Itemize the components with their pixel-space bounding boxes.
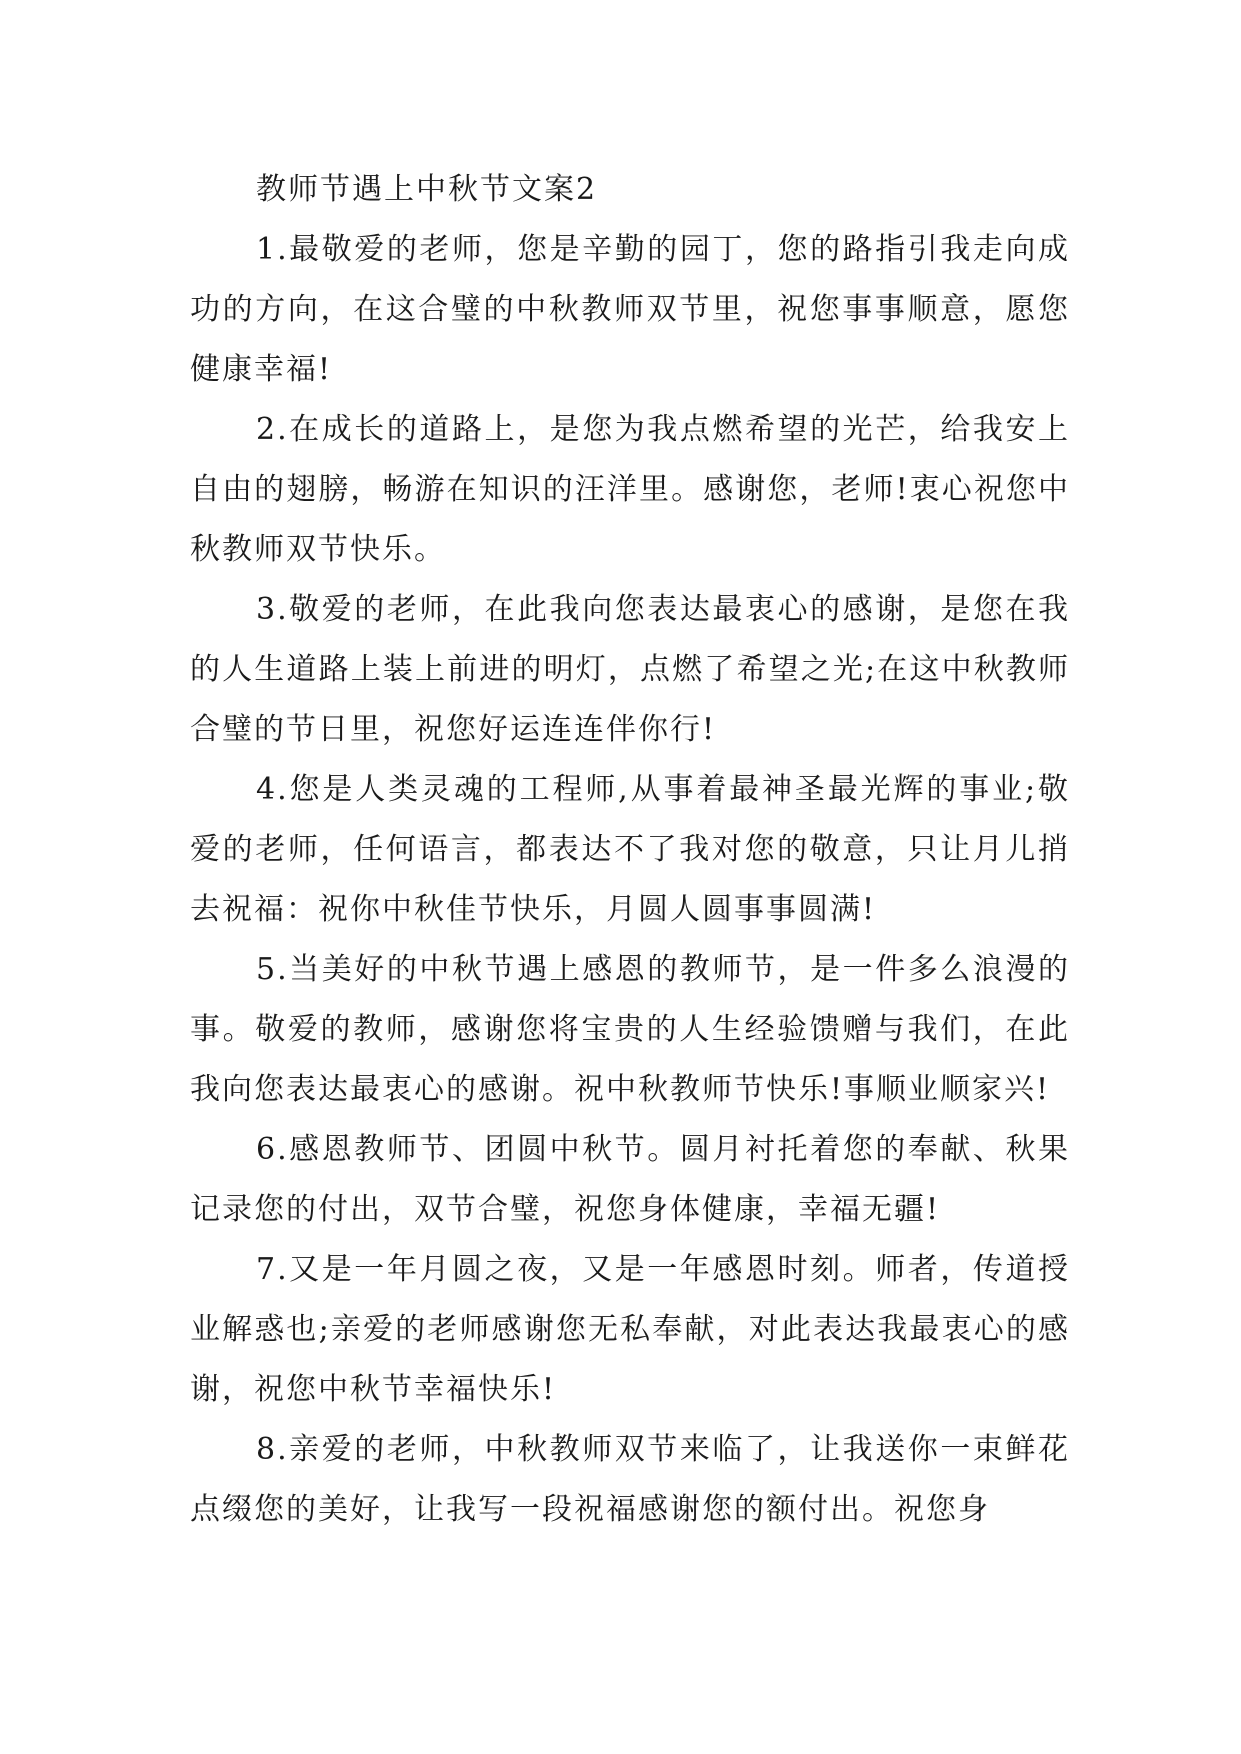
paragraph-4: 4.您是人类灵魂的工程师,从事着最神圣最光辉的事业;敬爱的老师，任何语言，都表达不了我对您的敬意，只让月儿捎去祝福：祝你中秋佳节快乐，月圆人圆事事圆满! — [190, 772, 1070, 927]
paragraph-7: 7.又是一年月圆之夜，又是一年感恩时刻。师者，传道授业解惑也;亲爱的老师感谢您无私奉献，对此表达我最衷心的感谢，祝您中秋节幸福快乐! — [190, 1252, 1070, 1407]
document-body — [190, 160, 1070, 1540]
paragraph-2: 2.在成长的道路上，是您为我点燃希望的光芒，给我安上自由的翅膀，畅游在知识的汪洋里。感谢您，老师!衷心祝您中秋教师双节快乐。 — [190, 412, 1070, 567]
paragraph-6: 6.感恩教师节、团圆中秋节。圆月衬托着您的奉献、秋果记录您的付出，双节合璧，祝您身体健康，幸福无疆! — [190, 1132, 1070, 1227]
document-heading: 教师节遇上中秋节文案2 — [256, 172, 598, 207]
paragraph-5: 5.当美好的中秋节遇上感恩的教师节，是一件多么浪漫的事。敬爱的教师，感谢您将宝贵的人生经验馈赠与我们，在此我向您表达最衷心的感谢。祝中秋教师节快乐!事顺业顺家兴! — [190, 952, 1070, 1107]
paragraph-1: 1.最敬爱的老师，您是辛勤的园丁，您的路指引我走向成功的方向，在这合璧的中秋教师双节里，祝您事事顺意，愿您健康幸福! — [190, 232, 1070, 387]
paragraph-3: 3.敬爱的老师，在此我向您表达最衷心的感谢，是您在我的人生道路上装上前进的明灯，点燃了希望之光;在这中秋教师合璧的节日里，祝您好运连连伴你行! — [190, 592, 1070, 747]
paragraph-8: 8.亲爱的老师，中秋教师双节来临了，让我送你一束鲜花点缀您的美好，让我写一段祝福感谢您的额付出。祝您身 — [190, 1432, 1070, 1527]
